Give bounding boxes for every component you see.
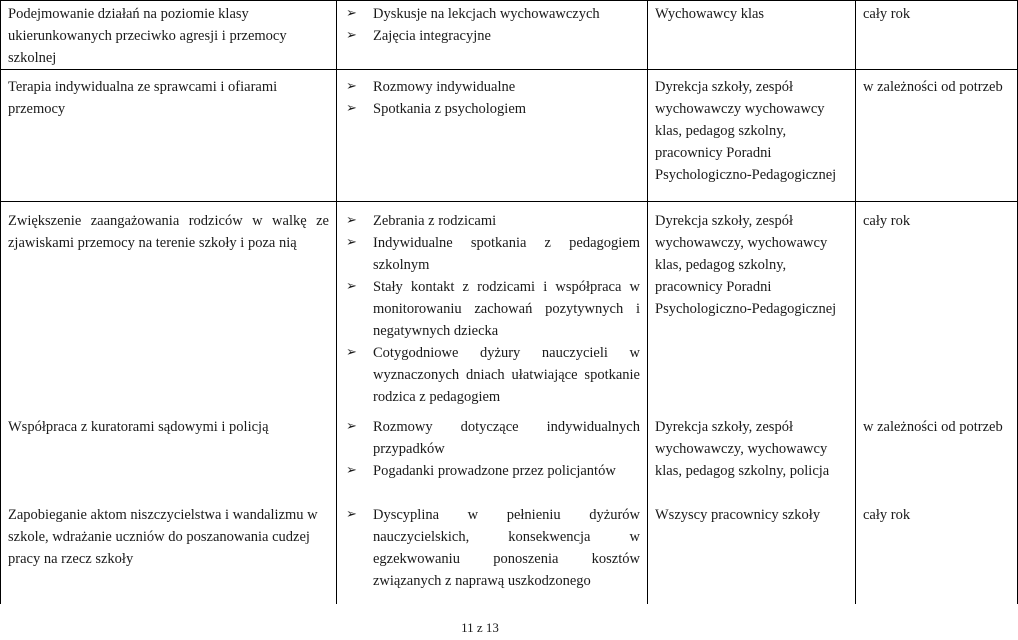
arrow-bullet-icon: ➢: [346, 6, 357, 21]
forms-cell: [337, 408, 648, 496]
list-item-text: Zebrania z rodzicami: [373, 213, 497, 229]
arrow-bullet-icon: ➢: [346, 213, 357, 228]
forms-list: [344, 210, 640, 408]
arrow-bullet-icon: ➢: [346, 28, 357, 43]
arrow-bullet-icon: ➢: [346, 235, 357, 250]
list-item: [344, 460, 640, 482]
list-item: [344, 25, 640, 47]
list-item: [344, 3, 640, 25]
arrow-bullet-icon: ➢: [346, 345, 357, 360]
task-cell: Zapobieganie aktom niszczycielstwa i wandalizmu w szkole, wdrażanie uczniów do poszanowania cudzej pracy na rzecz szkoły: [1, 496, 337, 604]
responsible-cell: Dyrekcja szkoły, zespół wychowawczy wychowawcy klas, pedagog szkolny, pracownicy Poradni Psychologiczno-Pedagogicznej: [648, 70, 856, 202]
forms-cell: [337, 496, 648, 604]
table-row: [1, 408, 1018, 496]
responsible-cell: Wychowawcy klas: [648, 1, 856, 70]
list-item: [344, 232, 640, 276]
list-item: [344, 416, 640, 460]
responsible-cell: Dyrekcja szkoły, zespół wychowawczy, wychowawcy klas, pedagog szkolny, policja: [648, 408, 856, 496]
forms-list: [344, 76, 640, 120]
list-item: [344, 342, 640, 408]
task-cell: Zwiększenie zaangażowania rodziców w walkę ze zjawiskami przemocy na terenie szkoły i poza nią: [1, 202, 337, 409]
list-item-text: Zajęcia integracyjne: [373, 28, 491, 44]
list-item-text: Stały kontakt z rodzicami i współpraca w monitorowaniu zachowań pozytywnych i negatywnych dziecka: [373, 279, 640, 339]
list-item-text: Cotygodniowe dyżury nauczycieli w wyznaczonych dniach ułatwiające spotkanie rodzica z pedagogiem: [373, 345, 640, 405]
task-cell: Terapia indywidualna ze sprawcami i ofiarami przemocy: [1, 70, 337, 202]
forms-list: [344, 3, 640, 47]
task-cell: Podejmowanie działań na poziomie klasy ukierunkowanych przeciwko agresji i przemocy szkolnej: [1, 1, 337, 70]
list-item-text: Indywidualne spotkania z pedagogiem szkolnym: [373, 235, 640, 273]
list-item-text: Pogadanki prowadzone przez policjantów: [373, 463, 616, 479]
list-item-text: Dyscyplina w pełnieniu dyżurów nauczycielskich, konsekwencja w egzekwowaniu ponoszenia kosztów związanych z naprawą uszkodzonego: [373, 507, 640, 589]
table-row: [1, 1, 1018, 70]
table-row: [1, 70, 1018, 202]
term-cell: cały rok: [856, 1, 1018, 70]
responsible-cell: Dyrekcja szkoły, zespół wychowawczy, wychowawcy klas, pedagog szkolny, pracownicy Poradni Psychologiczno-Pedagogicznej: [648, 202, 856, 409]
arrow-bullet-icon: ➢: [346, 419, 357, 434]
list-item-text: Spotkania z psychologiem: [373, 101, 527, 117]
list-item: [344, 76, 640, 98]
list-item-text: Dyskusje na lekcjach wychowawczych: [373, 6, 600, 22]
term-cell: w zależności od potrzeb: [856, 408, 1018, 496]
arrow-bullet-icon: ➢: [346, 507, 357, 522]
list-item: [344, 98, 640, 120]
term-cell: cały rok: [856, 496, 1018, 604]
table-row: [1, 202, 1018, 409]
list-item-text: Rozmowy dotyczące indywidualnych przypadków: [373, 419, 640, 457]
list-item: [344, 276, 640, 342]
forms-cell: [337, 1, 648, 70]
forms-list: [344, 416, 640, 482]
forms-list: [344, 504, 640, 592]
task-cell: Współpraca z kuratorami sądowymi i policją: [1, 408, 337, 496]
arrow-bullet-icon: ➢: [346, 463, 357, 478]
arrow-bullet-icon: ➢: [346, 101, 357, 116]
forms-cell: [337, 202, 648, 409]
table-row: [1, 496, 1018, 604]
list-item-text: Rozmowy indywidualne: [373, 79, 516, 95]
list-item: [344, 504, 640, 592]
term-cell: cały rok: [856, 202, 1018, 409]
page-number: 11 z 13: [461, 620, 499, 635]
arrow-bullet-icon: ➢: [346, 79, 357, 94]
arrow-bullet-icon: ➢: [346, 279, 357, 294]
list-item: [344, 210, 640, 232]
responsible-cell: Wszyscy pracownicy szkoły: [648, 496, 856, 604]
forms-cell: [337, 70, 648, 202]
term-cell: w zależności od potrzeb: [856, 70, 1018, 202]
